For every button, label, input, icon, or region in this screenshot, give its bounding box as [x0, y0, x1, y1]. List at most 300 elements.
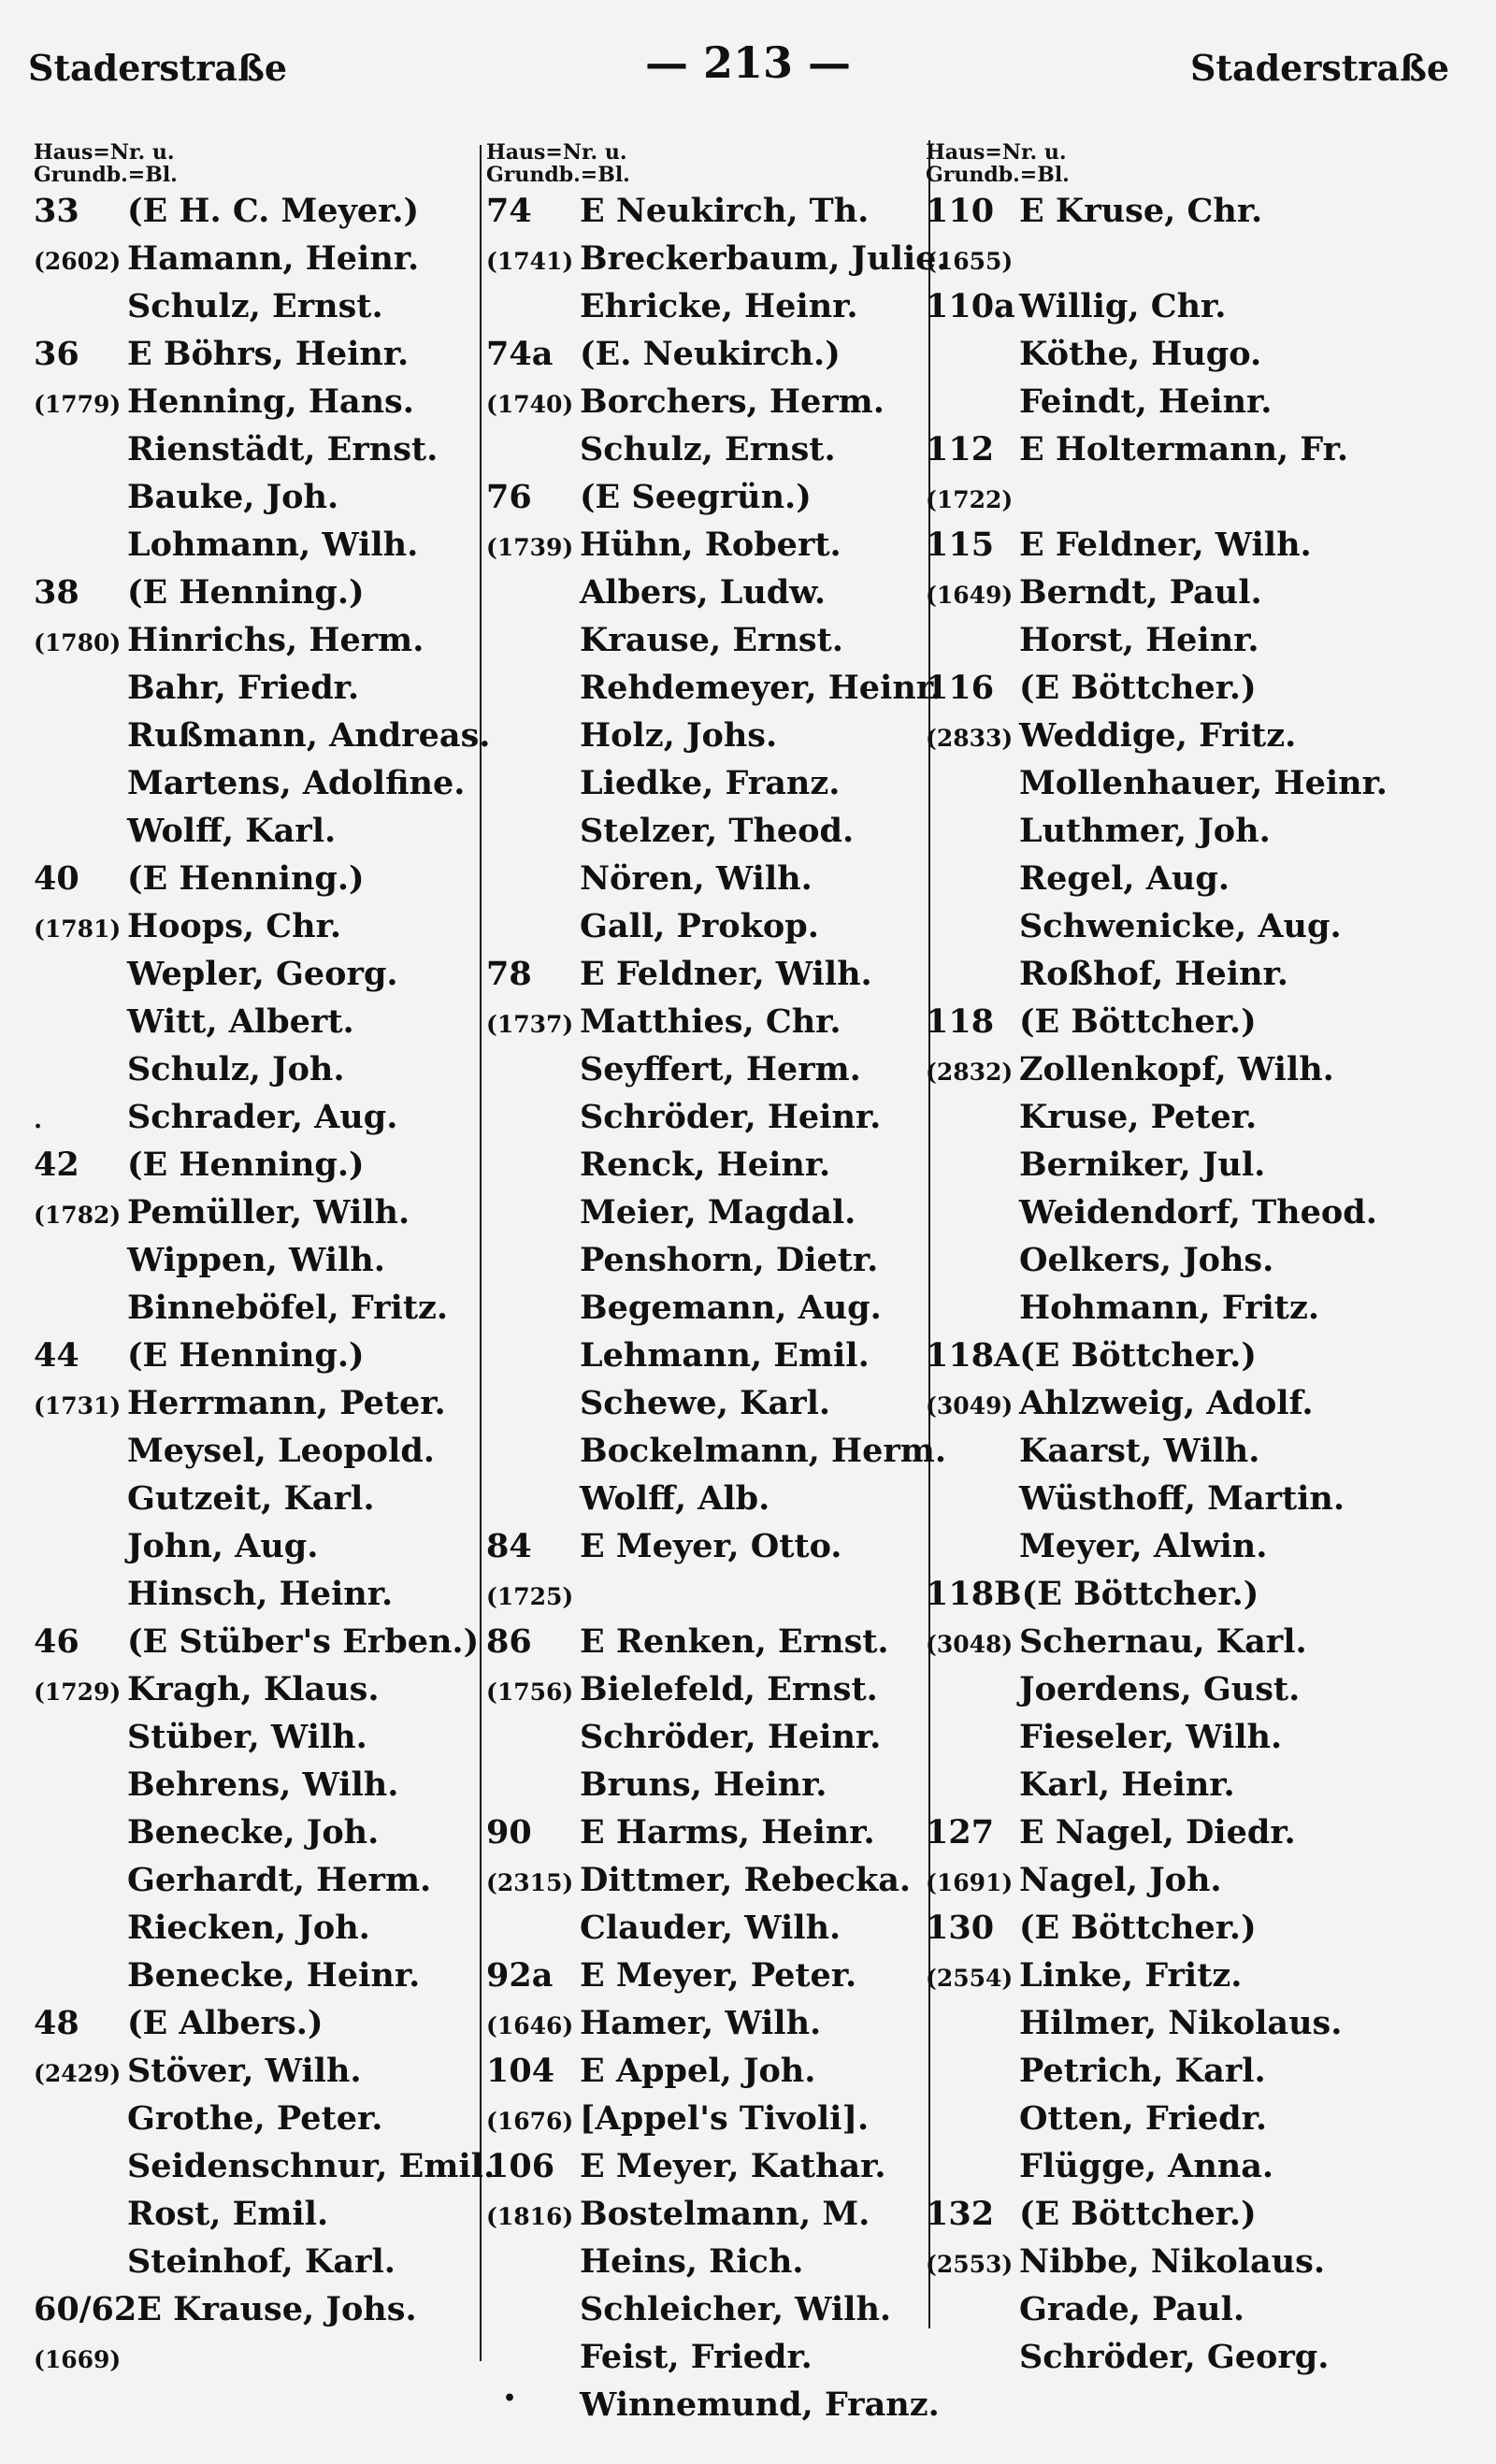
directory-line	[926, 1999, 1477, 2047]
resident-entry: Riecken, Joh.	[127, 1909, 370, 1947]
resident-entry: Weddige, Fritz.	[1019, 716, 1297, 755]
house-number: 84	[486, 1527, 532, 1565]
directory-line	[486, 1427, 947, 1475]
land-register-number: (1756)	[486, 1679, 574, 1706]
page-number: — 213 —	[644, 37, 852, 88]
house-number: 36	[34, 335, 79, 373]
directory-line	[486, 807, 935, 855]
land-register-number: (1676)	[486, 2108, 574, 2135]
resident-entry: Willig, Chr.	[1019, 287, 1227, 325]
directory-line	[926, 1379, 1477, 1427]
directory-line	[34, 2190, 520, 2238]
directory-line	[926, 1093, 1477, 1141]
house-number: 76	[486, 478, 532, 516]
resident-entry: Henning, Hans.	[127, 382, 414, 421]
directory-line	[34, 330, 520, 378]
directory-line	[926, 1522, 1477, 1570]
directory-line	[926, 664, 1477, 712]
directory-line	[486, 2142, 935, 2190]
resident-entry: (E Henning.)	[127, 573, 365, 612]
resident-entry: Oelkers, Johs.	[1019, 1241, 1274, 1279]
resident-entry: Renck, Heinr.	[580, 1146, 831, 1184]
directory-line	[34, 1236, 520, 1284]
resident-entry: Benecke, Heinr.	[127, 1956, 421, 1995]
land-register-number: (2429)	[34, 2060, 122, 2087]
house-number: 60/62	[34, 2290, 137, 2328]
directory-line	[926, 1665, 1477, 1713]
resident-entry: Krause, Ernst.	[580, 621, 843, 659]
directory-line	[486, 282, 935, 330]
directory-line	[926, 1427, 1477, 1475]
directory-line	[926, 1475, 1477, 1522]
house-number: 104	[486, 2052, 555, 2090]
resident-entry: Breckerbaum, Julie.	[580, 239, 948, 278]
resident-entry: Petrich, Karl.	[1019, 2052, 1266, 2090]
resident-entry: Rost, Emil.	[127, 2195, 329, 2233]
resident-entry: Rienstädt, Ernst.	[127, 430, 439, 468]
directory-line	[926, 2142, 1477, 2190]
directory-line	[486, 473, 935, 521]
house-number: 118	[926, 1002, 995, 1041]
address-column-1	[34, 142, 520, 2381]
directory-line	[34, 807, 520, 855]
resident-entry: John, Aug.	[127, 1527, 319, 1565]
directory-line	[486, 1189, 935, 1236]
directory-line	[486, 998, 935, 1045]
resident-entry: Hilmer, Nikolaus.	[1019, 2004, 1343, 2042]
land-register-number: (3048)	[926, 1631, 1014, 1658]
resident-entry: Nören, Wilh.	[580, 859, 813, 898]
directory-line	[926, 2190, 1477, 2238]
resident-entry: Schernau, Karl.	[1019, 1622, 1307, 1661]
resident-entry: Liedke, Franz.	[580, 764, 841, 802]
land-register-number: (1731)	[34, 1392, 122, 1419]
directory-line	[486, 2095, 935, 2142]
column-header: Haus=Nr. u.	[34, 140, 175, 165]
resident-entry: E Meyer, Otto.	[580, 1527, 842, 1565]
house-number: 42	[34, 1146, 79, 1184]
resident-entry: Meysel, Leopold.	[127, 1432, 435, 1470]
directory-line	[34, 1379, 520, 1427]
resident-entry: [Appel's Tivoli].	[580, 2099, 870, 2138]
directory-line	[486, 1618, 935, 1665]
land-register-number: (1725)	[486, 1583, 574, 1610]
directory-line	[926, 1332, 1477, 1379]
directory-line	[486, 521, 935, 569]
directory-line	[926, 1952, 1477, 1999]
directory-line	[34, 1141, 520, 1189]
resident-entry: Seyffert, Herm.	[580, 1050, 861, 1088]
land-register-number: (1669)	[34, 2346, 122, 2373]
directory-line	[34, 2095, 520, 2142]
directory-line	[486, 1808, 935, 1856]
resident-entry: Nibbe, Nikolaus.	[1019, 2242, 1326, 2281]
resident-entry: Lohmann, Wilh.	[127, 526, 419, 564]
house-number: 38	[34, 573, 79, 612]
resident-entry: E Feldner, Wilh.	[1019, 526, 1312, 564]
directory-line	[34, 759, 520, 807]
resident-entry: Schröder, Heinr.	[580, 1098, 882, 1136]
directory-line	[926, 2047, 1477, 2095]
resident-entry: Bockelmann, Herm.	[580, 1432, 947, 1470]
resident-entry: Flügge, Anna.	[1019, 2147, 1274, 2185]
directory-line	[926, 2285, 1477, 2333]
directory-line	[926, 2238, 1477, 2285]
directory-line	[486, 2285, 935, 2333]
house-number: 86	[486, 1622, 532, 1661]
resident-entry: Hühn, Robert.	[580, 526, 842, 564]
resident-entry: Steinhof, Karl.	[127, 2242, 396, 2281]
address-column-2	[486, 140, 948, 2428]
house-number: 106	[486, 2147, 555, 2185]
resident-entry: Grothe, Peter.	[127, 2099, 383, 2138]
resident-entry: Dittmer, Rebecka.	[580, 1861, 912, 1899]
directory-line	[926, 1904, 1477, 1952]
resident-entry: Feindt, Heinr.	[1019, 382, 1273, 421]
directory-line	[926, 378, 1477, 425]
house-number: 115	[926, 526, 995, 564]
directory-line	[926, 950, 1477, 998]
resident-entry: Schleicher, Wilh.	[580, 2290, 892, 2328]
directory-line	[926, 235, 1477, 282]
resident-entry: Joerdens, Gust.	[1019, 1670, 1301, 1708]
directory-line	[926, 1713, 1477, 1761]
directory-line	[34, 664, 520, 712]
resident-entry: Linke, Fritz.	[1019, 1956, 1243, 1995]
column-header: Grundb.=Bl.	[34, 163, 178, 187]
land-register-number: (3049)	[926, 1392, 1014, 1419]
directory-line	[34, 1570, 520, 1618]
resident-entry: (E Böttcher.)	[1019, 1336, 1257, 1375]
resident-entry: Borchers, Herm.	[580, 382, 885, 421]
resident-entry: Gerhardt, Herm.	[127, 1861, 432, 1899]
resident-entry: Gall, Prokop.	[580, 907, 819, 945]
running-head-left: Staderstraße	[28, 47, 288, 89]
resident-entry: Penshorn, Dietr.	[580, 1241, 879, 1279]
directory-line	[486, 378, 935, 425]
directory-line	[34, 950, 520, 998]
resident-entry: Kruse, Peter.	[1019, 1098, 1258, 1136]
resident-entry: Ehricke, Heinr.	[580, 287, 858, 325]
resident-entry: Schewe, Karl.	[580, 1384, 831, 1422]
resident-entry: Regel, Aug.	[1019, 859, 1230, 898]
directory-line	[486, 1141, 935, 1189]
directory-line	[486, 902, 935, 950]
directory-line	[34, 235, 520, 282]
house-number: 92a	[486, 1956, 554, 1995]
resident-entry: Schröder, Georg.	[1019, 2338, 1330, 2376]
footer-mark: •	[503, 2386, 517, 2411]
house-number: 44	[34, 1336, 79, 1375]
resident-entry: Seidenschnur, Emil.	[127, 2147, 496, 2185]
directory-line	[34, 282, 520, 330]
resident-entry: E Nagel, Diedr.	[1019, 1813, 1296, 1852]
directory-line	[486, 1713, 935, 1761]
directory-line	[486, 1332, 935, 1379]
resident-entry: (E Stüber's Erben.)	[127, 1622, 480, 1661]
directory-line	[34, 378, 520, 425]
directory-line	[486, 1236, 935, 1284]
directory-line	[486, 1999, 935, 2047]
resident-entry: Hamann, Heinr.	[127, 239, 420, 278]
resident-entry: Witt, Albert.	[127, 1002, 354, 1041]
directory-line	[34, 855, 520, 902]
directory-line	[486, 1761, 935, 1808]
directory-line	[486, 2333, 935, 2381]
directory-line	[486, 2381, 940, 2428]
directory-line	[486, 1856, 935, 1904]
directory-line	[34, 902, 520, 950]
house-number: 118A	[926, 1336, 1020, 1375]
directory-line	[34, 187, 520, 235]
resident-entry: (E H. C. Meyer.)	[127, 192, 420, 230]
resident-entry: (E Böttcher.)	[1019, 2195, 1257, 2233]
house-number: 112	[926, 430, 995, 468]
resident-entry: (E. Neukirch.)	[580, 335, 841, 373]
land-register-number: (2553)	[926, 2251, 1014, 2278]
resident-entry: Karl, Heinr.	[1019, 1765, 1235, 1804]
resident-entry: Bahr, Friedr.	[127, 669, 360, 707]
resident-entry: Bostelmann, M.	[580, 2195, 870, 2233]
resident-entry: Köthe, Hugo.	[1019, 335, 1262, 373]
directory-line	[34, 1522, 520, 1570]
column-header: Grundb.=Bl.	[486, 163, 630, 187]
resident-entry: Rehdemeyer, Heinr.	[580, 669, 942, 707]
resident-entry: Feist, Friedr.	[580, 2338, 813, 2376]
resident-entry: Berndt, Paul.	[1019, 573, 1262, 612]
directory-line	[34, 1284, 520, 1332]
house-number: 46	[34, 1622, 79, 1661]
directory-line	[926, 807, 1477, 855]
directory-line	[34, 2142, 520, 2190]
directory-line	[486, 330, 935, 378]
resident-entry: E Renken, Ernst.	[580, 1622, 889, 1661]
resident-entry: Stüber, Wilh.	[127, 1718, 367, 1756]
house-number: 90	[486, 1813, 532, 1852]
land-register-number: (1649)	[926, 582, 1014, 609]
land-register-number: (1782)	[34, 1202, 122, 1229]
directory-line	[486, 2238, 935, 2285]
land-register-number: (1722)	[926, 486, 1014, 513]
directory-line	[486, 1475, 935, 1522]
house-number: 78	[486, 955, 532, 993]
directory-line	[926, 1570, 1477, 1618]
margin-mark: .	[34, 1106, 43, 1134]
resident-entry: Fieseler, Wilh.	[1019, 1718, 1283, 1756]
resident-entry: E Feldner, Wilh.	[580, 955, 872, 993]
directory-line	[486, 950, 935, 998]
resident-entry: (E Henning.)	[127, 1146, 365, 1184]
directory-line	[926, 712, 1477, 759]
land-register-number: (2602)	[34, 248, 122, 275]
land-register-number: (2554)	[926, 1965, 1014, 1992]
resident-entry: Matthies, Chr.	[580, 1002, 842, 1041]
directory-line	[34, 1761, 520, 1808]
directory-line	[34, 1808, 520, 1856]
resident-entry: Wippen, Wilh.	[127, 1241, 385, 1279]
land-register-number: (2315)	[486, 1869, 574, 1896]
resident-entry: Otten, Friedr.	[1019, 2099, 1268, 2138]
resident-entry: Stöver, Wilh.	[127, 2052, 362, 2090]
land-register-number: (1737)	[486, 1011, 574, 1038]
land-register-number: (1779)	[34, 391, 122, 418]
resident-entry: Schwenicke, Aug.	[1019, 907, 1342, 945]
directory-line	[34, 2333, 520, 2381]
directory-line	[926, 330, 1477, 378]
resident-entry: Hamer, Wilh.	[580, 2004, 822, 2042]
resident-entry: Weidendorf, Theod.	[1019, 1193, 1377, 1232]
directory-line	[34, 1999, 520, 2047]
directory-line	[486, 1952, 935, 1999]
directory-line	[486, 855, 935, 902]
resident-entry: Kaarst, Wilh.	[1019, 1432, 1260, 1470]
directory-line	[34, 1618, 520, 1665]
resident-entry: Wüsthoff, Martin.	[1019, 1479, 1345, 1518]
resident-entry: Schrader, Aug.	[127, 1098, 398, 1136]
directory-line	[926, 1045, 1477, 1093]
directory-line	[926, 1141, 1477, 1189]
house-number: 110a	[926, 287, 1015, 325]
resident-entry: E Neukirch, Th.	[580, 192, 870, 230]
resident-entry: Schulz, Joh.	[127, 1050, 345, 1088]
resident-entry: E Appel, Joh.	[580, 2052, 816, 2090]
land-register-number: (2832)	[926, 1059, 1014, 1086]
directory-line	[926, 998, 1477, 1045]
directory-line	[926, 2095, 1477, 2142]
house-number: 132	[926, 2195, 995, 2233]
house-number: 40	[34, 859, 79, 898]
resident-entry: E Meyer, Peter.	[580, 1956, 857, 1995]
land-register-number: (1646)	[486, 2012, 574, 2039]
resident-entry: (E Böttcher.)	[1019, 1909, 1257, 1947]
house-number: 48	[34, 2004, 79, 2042]
directory-line	[486, 664, 942, 712]
resident-entry: Schröder, Heinr.	[580, 1718, 882, 1756]
directory-line	[34, 521, 520, 569]
resident-entry: Holz, Johs.	[580, 716, 778, 755]
directory-line	[486, 1284, 935, 1332]
directory-line	[34, 1427, 520, 1475]
column-header: Haus=Nr. u.	[926, 140, 1067, 165]
resident-entry: Grade, Paul.	[1019, 2290, 1245, 2328]
resident-entry: E Harms, Heinr.	[580, 1813, 875, 1852]
directory-line	[926, 1761, 1477, 1808]
directory-line	[486, 2190, 935, 2238]
land-register-number: (2833)	[926, 725, 1014, 752]
resident-entry: Martens, Adolfine.	[127, 764, 466, 802]
address-column-3	[926, 142, 1477, 2381]
resident-entry: Hinsch, Heinr.	[127, 1575, 394, 1613]
resident-entry: Bielefeld, Ernst.	[580, 1670, 878, 1708]
resident-entry: Stelzer, Theod.	[580, 812, 855, 850]
directory-line	[486, 1904, 935, 1952]
directory-line	[486, 2047, 935, 2095]
land-register-number: (1740)	[486, 391, 574, 418]
resident-entry: Wolff, Alb.	[580, 1479, 770, 1518]
resident-entry: Clauder, Wilh.	[580, 1909, 842, 1947]
directory-line	[34, 1189, 520, 1236]
directory-line	[486, 187, 935, 235]
resident-entry: Mollenhauer, Heinr.	[1019, 764, 1388, 802]
directory-line	[926, 759, 1477, 807]
resident-entry: Gutzeit, Karl.	[127, 1479, 375, 1518]
column-header: Haus=Nr. u.	[486, 140, 627, 165]
directory-line	[926, 473, 1477, 521]
directory-line	[34, 1713, 520, 1761]
directory-line	[926, 187, 1477, 235]
directory-line	[926, 521, 1477, 569]
resident-entry: Luthmer, Joh.	[1019, 812, 1271, 850]
resident-entry: E Böhrs, Heinr.	[127, 335, 410, 373]
resident-entry: (E Albers.)	[127, 2004, 324, 2042]
directory-line	[486, 1522, 935, 1570]
resident-entry: Schulz, Ernst.	[127, 287, 383, 325]
resident-entry: (E Böttcher.)	[1019, 1002, 1257, 1041]
directory-line	[926, 1808, 1477, 1856]
resident-entry: Meyer, Alwin.	[1019, 1527, 1268, 1565]
resident-entry: E Kruse, Chr.	[1019, 192, 1263, 230]
directory-line	[486, 1570, 935, 1618]
resident-entry: E Krause, Johs.	[137, 2290, 417, 2328]
resident-entry: Albers, Ludw.	[580, 573, 827, 612]
resident-entry: Roßhof, Heinr.	[1019, 955, 1288, 993]
directory-line	[926, 1284, 1477, 1332]
resident-entry: Meier, Magdal.	[580, 1193, 856, 1232]
land-register-number: (1741)	[486, 248, 574, 275]
house-number: 118B	[926, 1575, 1022, 1613]
land-register-number: (1780)	[34, 629, 122, 656]
directory-line	[34, 2047, 520, 2095]
directory-line	[926, 569, 1477, 616]
resident-entry: Nagel, Joh.	[1019, 1861, 1222, 1899]
directory-line	[486, 1379, 935, 1427]
directory-line	[926, 855, 1477, 902]
resident-entry: Binneböfel, Fritz.	[127, 1289, 449, 1327]
resident-entry: Kragh, Klaus.	[127, 1670, 380, 1708]
resident-entry: E Meyer, Kathar.	[580, 2147, 886, 2185]
resident-entry: Behrens, Wilh.	[127, 1765, 399, 1804]
resident-entry: Heins, Rich.	[580, 2242, 804, 2281]
directory-line	[926, 1856, 1477, 1904]
directory-line	[34, 1093, 520, 1141]
directory-line	[486, 235, 948, 282]
resident-entry: (E Henning.)	[127, 859, 365, 898]
land-register-number: (1816)	[486, 2203, 574, 2230]
directory-line	[34, 425, 520, 473]
directory-line	[34, 1952, 520, 1999]
resident-entry: Bruns, Heinr.	[580, 1765, 827, 1804]
directory-line	[34, 473, 520, 521]
directory-line	[34, 1475, 520, 1522]
directory-line	[486, 569, 935, 616]
directory-line	[486, 712, 935, 759]
resident-entry: (E Böttcher.)	[1019, 669, 1257, 707]
resident-entry: Hinrichs, Herm.	[127, 621, 424, 659]
resident-entry: Bauke, Joh.	[127, 478, 339, 516]
resident-entry: Schulz, Ernst.	[580, 430, 836, 468]
directory-line	[34, 1332, 520, 1379]
resident-entry: Winnemund, Franz.	[580, 2385, 940, 2424]
house-number: 33	[34, 192, 79, 230]
resident-entry: (E Böttcher.)	[1021, 1575, 1259, 1613]
directory-line	[34, 1045, 520, 1093]
house-number: 130	[926, 1909, 995, 1947]
house-number: 74	[486, 192, 532, 230]
resident-entry: Hoops, Chr.	[127, 907, 342, 945]
directory-line	[926, 2333, 1477, 2381]
directory-line	[926, 282, 1477, 330]
directory-line	[486, 759, 935, 807]
